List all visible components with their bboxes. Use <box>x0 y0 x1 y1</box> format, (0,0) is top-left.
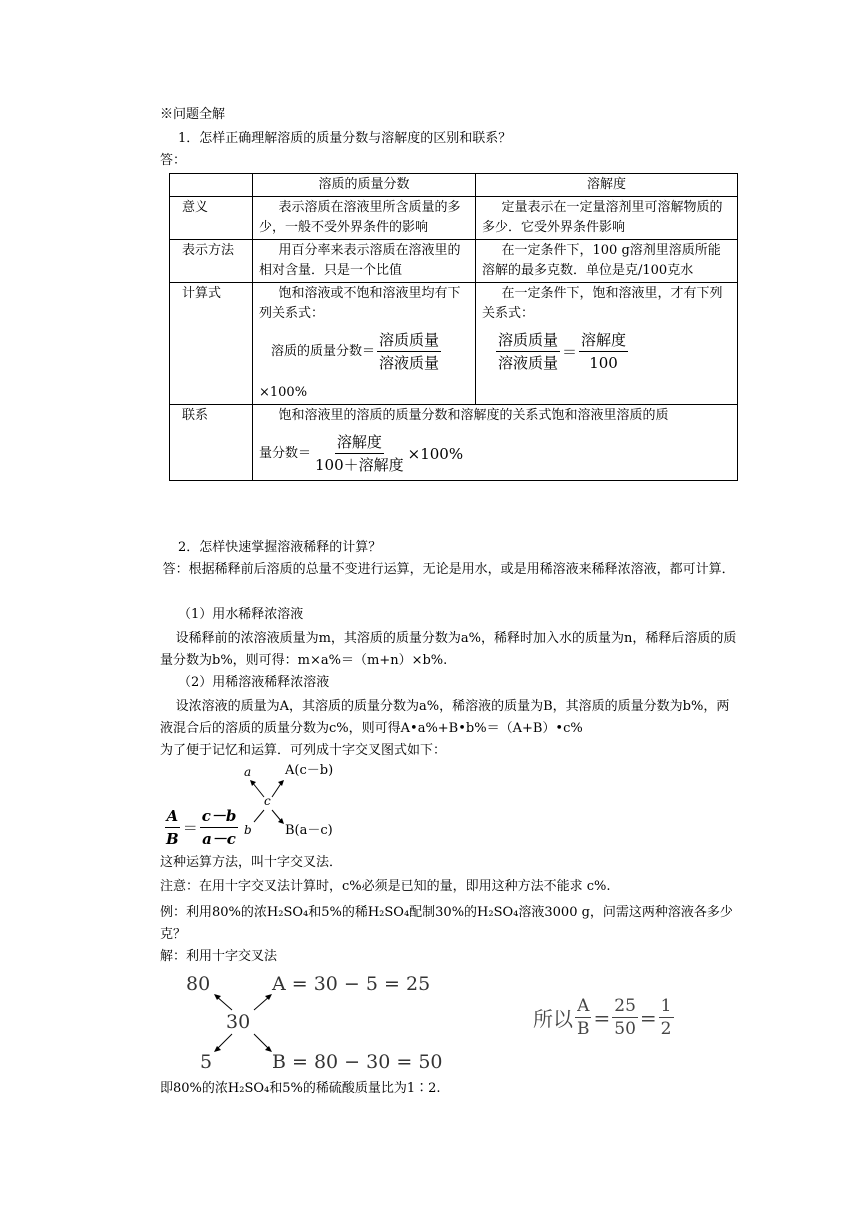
table-row <box>170 405 738 481</box>
cross-B-label: B(a－c) <box>285 823 333 838</box>
conclusion: 即80%的浓H₂SO₄和5%的稀硫酸质量比为1∶2. <box>160 1081 441 1096</box>
formula-left: 溶质的质量分数＝ <box>271 343 376 359</box>
cross-a-label: a <box>244 765 252 779</box>
method-name: 这种运算方法，叫十字交叉法． <box>160 855 343 870</box>
fraction <box>377 330 441 373</box>
fraction-denominator: 溶液质量 <box>498 354 559 372</box>
comparison-table <box>169 173 738 481</box>
cross-b-label: b <box>244 823 252 837</box>
fraction <box>612 996 638 1039</box>
equals-sign: = <box>639 1005 657 1030</box>
question-1: 1．怎样正确理解溶质的质量分数与溶解度的区别和联系？ <box>178 131 512 146</box>
table-row <box>170 197 738 240</box>
cell-text: 表示溶质在溶液里所含质量的多少，一般不受外界条件的影响 <box>259 200 461 235</box>
fraction-numerator: 溶解度 <box>335 432 384 454</box>
fraction <box>579 330 628 373</box>
equals-sign: ＝ <box>562 342 578 361</box>
cross-ratio-formula <box>162 806 240 849</box>
cross2-bottom-right: B = 80 − 30 = 50 <box>272 1051 443 1073</box>
row-label: 表示方法 <box>170 240 253 283</box>
fraction-numerator: 1 <box>660 996 672 1016</box>
cross-A-label: A(c－b) <box>285 763 334 778</box>
section-heading: ※问题全解 <box>160 107 226 122</box>
mass-fraction-formula <box>271 330 469 373</box>
table-header-blank <box>170 174 253 197</box>
equals-sign: ＝ <box>182 819 198 837</box>
example-problem: 例：利用80%的浓H₂SO₄和5%的稀H₂SO₄配制30%的H₂SO₄溶液3000 g，问需这两种溶液各多少克？ <box>160 905 733 942</box>
table-row <box>170 283 738 405</box>
fraction <box>575 996 592 1039</box>
cross-c-label: c <box>264 794 271 808</box>
fraction-numerator: A <box>577 996 590 1016</box>
cell-text: 用百分率来表示溶质在溶液里的相对含量．只是一个比值 <box>259 243 461 278</box>
row-label: 计算式 <box>170 283 253 405</box>
fraction <box>200 806 239 849</box>
cell-text: 在一定条件下，饱和溶液里，才有下列关系式： <box>482 286 723 321</box>
fraction-denominator: 50 <box>614 1019 636 1039</box>
question-2: 2．怎样快速掌握溶液稀释的计算？ <box>178 540 382 555</box>
formula-tail: ×100% <box>259 385 308 400</box>
fraction-denominator: 2 <box>660 1019 672 1039</box>
cross2-bottom-left: 5 <box>200 1051 213 1073</box>
cell-text: 定量表示在一定量溶剂里可溶解物质的多少．它受外界条件影响 <box>482 200 723 235</box>
cross2-center: 30 <box>226 1011 251 1033</box>
note: 注意：在用十字交叉法计算时，c%必须是已知的量，即用这种方法不能求 c%. <box>160 879 611 894</box>
cross-arrow <box>252 782 264 797</box>
table-row <box>170 240 738 283</box>
cross-arrow <box>254 810 264 822</box>
arrowhead <box>278 780 284 786</box>
fraction-numerator: 溶质质量 <box>496 330 560 352</box>
cross2-top-right: A = 30 − 5 = 25 <box>272 973 431 995</box>
fraction-numerator: 溶质质量 <box>377 330 441 352</box>
cross2-top-left: 80 <box>186 973 211 995</box>
fraction-numerator: 溶解度 <box>579 330 628 352</box>
row-label: 意义 <box>170 197 253 240</box>
so-label: 所以 <box>533 1007 573 1031</box>
case-2-title: （2）用稀溶液稀释浓溶液 <box>178 675 330 690</box>
fraction <box>659 996 674 1039</box>
fraction-denominator: 100＋溶解度 <box>315 456 404 474</box>
arrowhead <box>265 1046 272 1052</box>
fraction-denominator: a－c <box>202 830 236 848</box>
fraction-denominator: 溶液质量 <box>379 354 440 372</box>
fraction-numerator: A <box>165 806 181 828</box>
solubility-formula <box>494 330 731 373</box>
arrowhead <box>214 1046 221 1052</box>
equals-sign: = <box>593 1005 611 1030</box>
fraction-denominator: B <box>577 1019 590 1039</box>
solution-label: 解：利用十字交叉法 <box>160 949 278 964</box>
fraction-numerator: c－b <box>200 806 239 828</box>
fraction-denominator: 100 <box>589 354 618 372</box>
case-2-text: 设浓溶液的质量为A，其溶质的质量分数为a%，稀溶液的质量为B，其溶质的质量分数为b%，两液混合后的溶质的质量分数为c%，则可得A•a%+B•b%＝（A+B）•c% <box>160 699 730 736</box>
cell-text: 在一定条件下，100 g溶剂里溶质所能溶解的最多克数．单位是克/100克水 <box>482 243 721 278</box>
case-1-text: 设稀释前的浓溶液质量为m，其溶质的质量分数为a%，稀释时加入水的质量为n，稀释后溶质的质量分数为b%，则可得：m×a%＝（m+n）×b%. <box>160 631 737 668</box>
cell-text: 饱和溶液或不饱和溶液里均有下列关系式： <box>259 286 461 321</box>
cross-diagram-2 <box>180 968 480 1080</box>
case-1-title: （1）用水稀释浓溶液 <box>178 607 304 622</box>
cross-intro: 为了便于记忆和运算．可列成十字交叉图式如下： <box>160 743 447 758</box>
formula-left: 量分数＝ <box>259 445 312 461</box>
fraction <box>313 432 406 475</box>
result-fraction <box>533 996 676 1039</box>
fraction-denominator: B <box>166 830 179 848</box>
fraction <box>164 806 181 849</box>
fraction <box>496 330 560 373</box>
relation-formula <box>259 432 731 475</box>
cell-text: 饱和溶液里的溶质的质量分数和溶解度的关系式饱和溶液里溶质的质 <box>278 408 669 423</box>
fraction-numerator: 25 <box>614 996 636 1016</box>
row-label: 联系 <box>170 405 253 481</box>
table-header-mass-fraction: 溶质的质量分数 <box>253 174 476 197</box>
question-2-answer: 答：根据稀释前后溶质的总量不变进行运算，无论是用水，或是用稀溶液来稀释浓溶液，都可计算． <box>162 562 735 577</box>
table-header-row <box>170 174 738 197</box>
table-header-solubility: 溶解度 <box>476 174 738 197</box>
answer-label: 答： <box>160 153 187 168</box>
formula-tail: ×100% <box>407 444 464 463</box>
